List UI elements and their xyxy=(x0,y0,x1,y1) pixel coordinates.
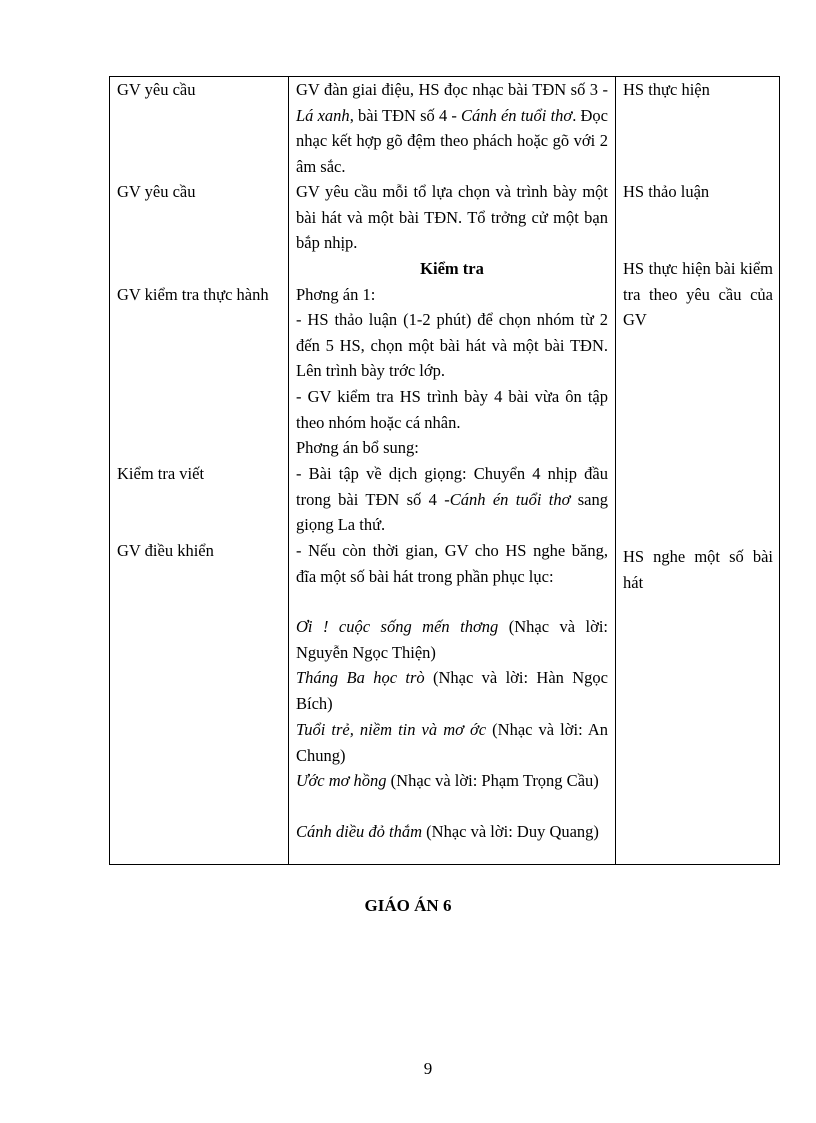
activity-nghe-bai-hat: HS nghe một số bài hát xyxy=(623,547,773,592)
content-phuong-an-bo-sung: Phơng án bổ sung: xyxy=(296,438,419,457)
content-paragraph-kiem-tra: - GV kiểm tra HS trình bày 4 bài vừa ôn tập theo nhóm hoặc cá nhân. xyxy=(296,387,608,432)
song-item: Tuổi trẻ, niềm tin và mơ ớc (Nhạc và lời: An Chung) xyxy=(296,720,608,765)
content-paragraph-doc-nhac: GV đàn giai điệu, HS đọc nhạc bài TĐN số 3 - Lá xanh, bài TĐN số 4 - Cánh én tuổi thơ. Đọc nhạc kết hợp gõ đệm theo phách hoặc gõ với 2 âm sắc. xyxy=(296,80,609,176)
activity-thuc-hien: HS thực hiện xyxy=(623,80,710,99)
song-item: Tháng Ba học trò (Nhạc và lời: Hàn Ngọc Bích) xyxy=(296,668,608,713)
teacher-method-column xyxy=(110,77,289,865)
lesson-plan-table xyxy=(109,76,780,865)
student-activity-column xyxy=(616,77,780,865)
method-dieu-khien: GV điều khiển xyxy=(117,541,214,560)
section-heading-kiem-tra: Kiểm tra xyxy=(420,259,484,278)
method-yeu-cau-1: GV yêu cầu xyxy=(117,80,196,99)
song-item: Ước mơ hồng (Nhạc và lời: Phạm Trọng Cầu) xyxy=(296,771,599,790)
content-paragraph-dich-giong: - Bài tập về dịch giọng: Chuyển 4 nhịp đầu trong bài TĐN số 4 -Cánh én tuổi thơ sang giọng La thứ. xyxy=(296,464,608,535)
content-paragraph-thao-luan: - HS thảo luận (1-2 phút) để chọn nhóm từ 2 đến 5 HS, chọn một bài hát và một bài TĐN. Lên trình bày trớc lớp. xyxy=(296,310,608,381)
method-kiem-tra-viet: Kiểm tra viết xyxy=(117,464,205,483)
page-number: 9 xyxy=(423,1059,433,1078)
song-item: Ơi ! cuộc sống mến thơng (Nhạc và lời: Nguyễn Ngọc Thiện) xyxy=(296,617,608,662)
lesson-plan-title: GIÁO ÁN 6 xyxy=(364,896,452,915)
content-paragraph-trinh-bay: GV yêu cầu mỗi tổ lựa chọn và trình bày một bài hát và một bài TĐN. Tổ trởng cử một bạn bắp nhịp. xyxy=(296,182,608,253)
content-column xyxy=(289,77,616,865)
content-phuong-an-1: Phơng án 1: xyxy=(296,285,376,304)
activity-thao-luan: HS thảo luận xyxy=(623,182,710,201)
method-yeu-cau-2: GV yêu cầu xyxy=(117,182,196,201)
content-paragraph-nghe-bang: - Nếu còn thời gian, GV cho HS nghe băng, đĩa một số bài hát trong phần phục lục: xyxy=(296,541,608,586)
method-kiem-tra-thuc-hanh: GV kiểm tra thực hành xyxy=(117,285,269,304)
song-item: Cánh diều đỏ thắm (Nhạc và lời: Duy Quang) xyxy=(296,822,599,841)
activity-thuc-hien-kiem-tra: HS thực hiện bài kiểm tra theo yêu cầu của GV xyxy=(623,259,773,330)
table-row xyxy=(110,77,780,865)
